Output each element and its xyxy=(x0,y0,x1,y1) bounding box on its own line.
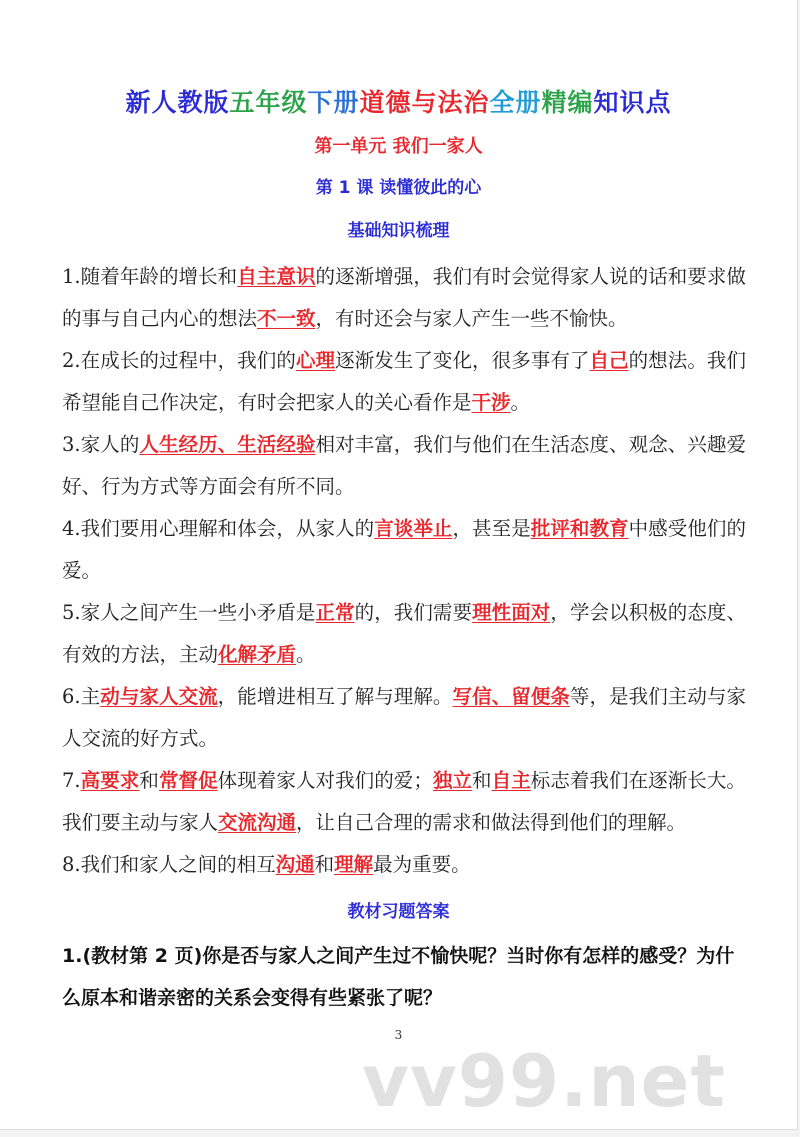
key-term: 自主 xyxy=(491,769,531,792)
answers-heading: 教材习题答案 xyxy=(347,902,450,922)
key-term: 自主意识 xyxy=(237,265,316,288)
key-term: 自己 xyxy=(589,349,629,372)
key-term: 常督促 xyxy=(158,769,218,792)
document-title xyxy=(0,84,797,122)
key-term: 不一致 xyxy=(257,307,316,330)
key-term: 心理 xyxy=(295,349,336,372)
page-number: 3 xyxy=(394,1028,403,1042)
key-term: 言谈举止 xyxy=(374,517,453,540)
text-segment: 相对丰富，我们与他们在生活态度、观念、兴趣爱好、行为方式等方面会有所不同。 xyxy=(62,433,746,498)
title-segment: 全册 xyxy=(489,88,542,117)
text-segment: ，有时还会与家人产生一些不愉快。 xyxy=(315,307,628,330)
title-segment: 下册 xyxy=(307,88,360,117)
title-segment: 精编 xyxy=(541,88,594,117)
key-term: 人生经历、生活经验 xyxy=(139,433,316,456)
key-term: 正常 xyxy=(315,601,355,624)
key-term: 理解 xyxy=(334,853,374,876)
key-term: 沟通 xyxy=(275,853,315,876)
key-term: 化解矛盾 xyxy=(218,643,297,666)
title-segment: 五年级 xyxy=(229,88,308,117)
key-term: 干涉 xyxy=(471,391,511,414)
text-segment: 的，我们需要 xyxy=(354,601,473,624)
key-term: 写信、留便条 xyxy=(452,685,570,708)
exercise-question: 1.(教材第 2 页)你是否与家人之间产生过不愉快呢？当时你有怎样的感受？为什么原本和谐亲密的关系会变得有些紧张了呢？ xyxy=(62,945,735,1009)
title-segment: 新人教版 xyxy=(125,88,230,117)
text-segment: 的想法。我们希望能自己作决定，有时会把家人的关心看作是 xyxy=(62,349,746,414)
knowledge-point xyxy=(62,592,746,676)
text-segment: 7. xyxy=(62,769,81,792)
knowledge-point xyxy=(62,676,746,760)
key-term: 独立 xyxy=(432,769,473,792)
key-term: 批评和教育 xyxy=(530,517,629,540)
text-segment: 2.在成长的过程中，我们的 xyxy=(62,349,296,372)
text-segment: 8.我们和家人之间的相互 xyxy=(62,853,276,876)
knowledge-point xyxy=(62,256,746,340)
text-segment: 的逐渐增强，我们有时会觉得家人说的话和要求做的事与自己内心的想法 xyxy=(62,265,746,330)
knowledge-point xyxy=(62,844,746,886)
text-segment: 逐渐发生了变化，很多事有了 xyxy=(335,349,590,372)
text-segment: 体现着家人对我们的爱； xyxy=(217,769,433,792)
text-segment: 和 xyxy=(139,769,159,792)
text-segment: 6.主 xyxy=(62,685,101,708)
key-term: 动与家人交流 xyxy=(100,685,218,708)
section-heading: 基础知识梳理 xyxy=(347,221,450,241)
text-segment: 标志着我们在逐渐长大。我们要主动与家人 xyxy=(62,769,746,834)
text-segment: 。 xyxy=(510,391,531,414)
key-term: 交流沟通 xyxy=(218,811,297,834)
key-term: 高要求 xyxy=(80,769,140,792)
text-segment: 4.我们要用心理解和体会，从家人的 xyxy=(62,517,375,540)
text-segment: 3.家人的 xyxy=(62,433,140,456)
text-segment: 中感受他们的爱。 xyxy=(62,517,746,582)
key-term: 理性面对 xyxy=(472,601,551,624)
text-segment: ，学会以积极的态度、有效的方法，主动 xyxy=(62,601,746,666)
watermark: vv99.net xyxy=(362,1039,726,1123)
text-segment: 1.随着年龄的增长和 xyxy=(62,265,238,288)
knowledge-points xyxy=(62,256,746,886)
title-segment: 道德与法治 xyxy=(359,88,490,117)
knowledge-point xyxy=(62,508,746,592)
knowledge-point xyxy=(62,340,746,424)
title-segment: 知识点 xyxy=(593,88,672,117)
text-segment: 和 xyxy=(314,853,335,876)
text-segment: ，让自己合理的需求和做法得到他们的理解。 xyxy=(296,811,687,834)
text-segment: ，能增进相互了解与理解。 xyxy=(217,685,453,708)
text-segment: 最为重要。 xyxy=(373,853,471,876)
unit-heading: 第一单元 我们一家人 xyxy=(314,136,483,157)
lesson-heading: 第 1 课 读懂彼此的心 xyxy=(315,178,482,198)
text-segment: ，甚至是 xyxy=(452,517,531,540)
text-segment: 5.家人之间产生一些小矛盾是 xyxy=(62,601,316,624)
text-segment: 等，是我们主动与家人交流的好方式。 xyxy=(62,685,746,750)
text-segment: 和 xyxy=(472,769,492,792)
knowledge-point xyxy=(62,760,746,844)
text-segment: 。 xyxy=(296,643,316,666)
knowledge-point xyxy=(62,424,746,508)
